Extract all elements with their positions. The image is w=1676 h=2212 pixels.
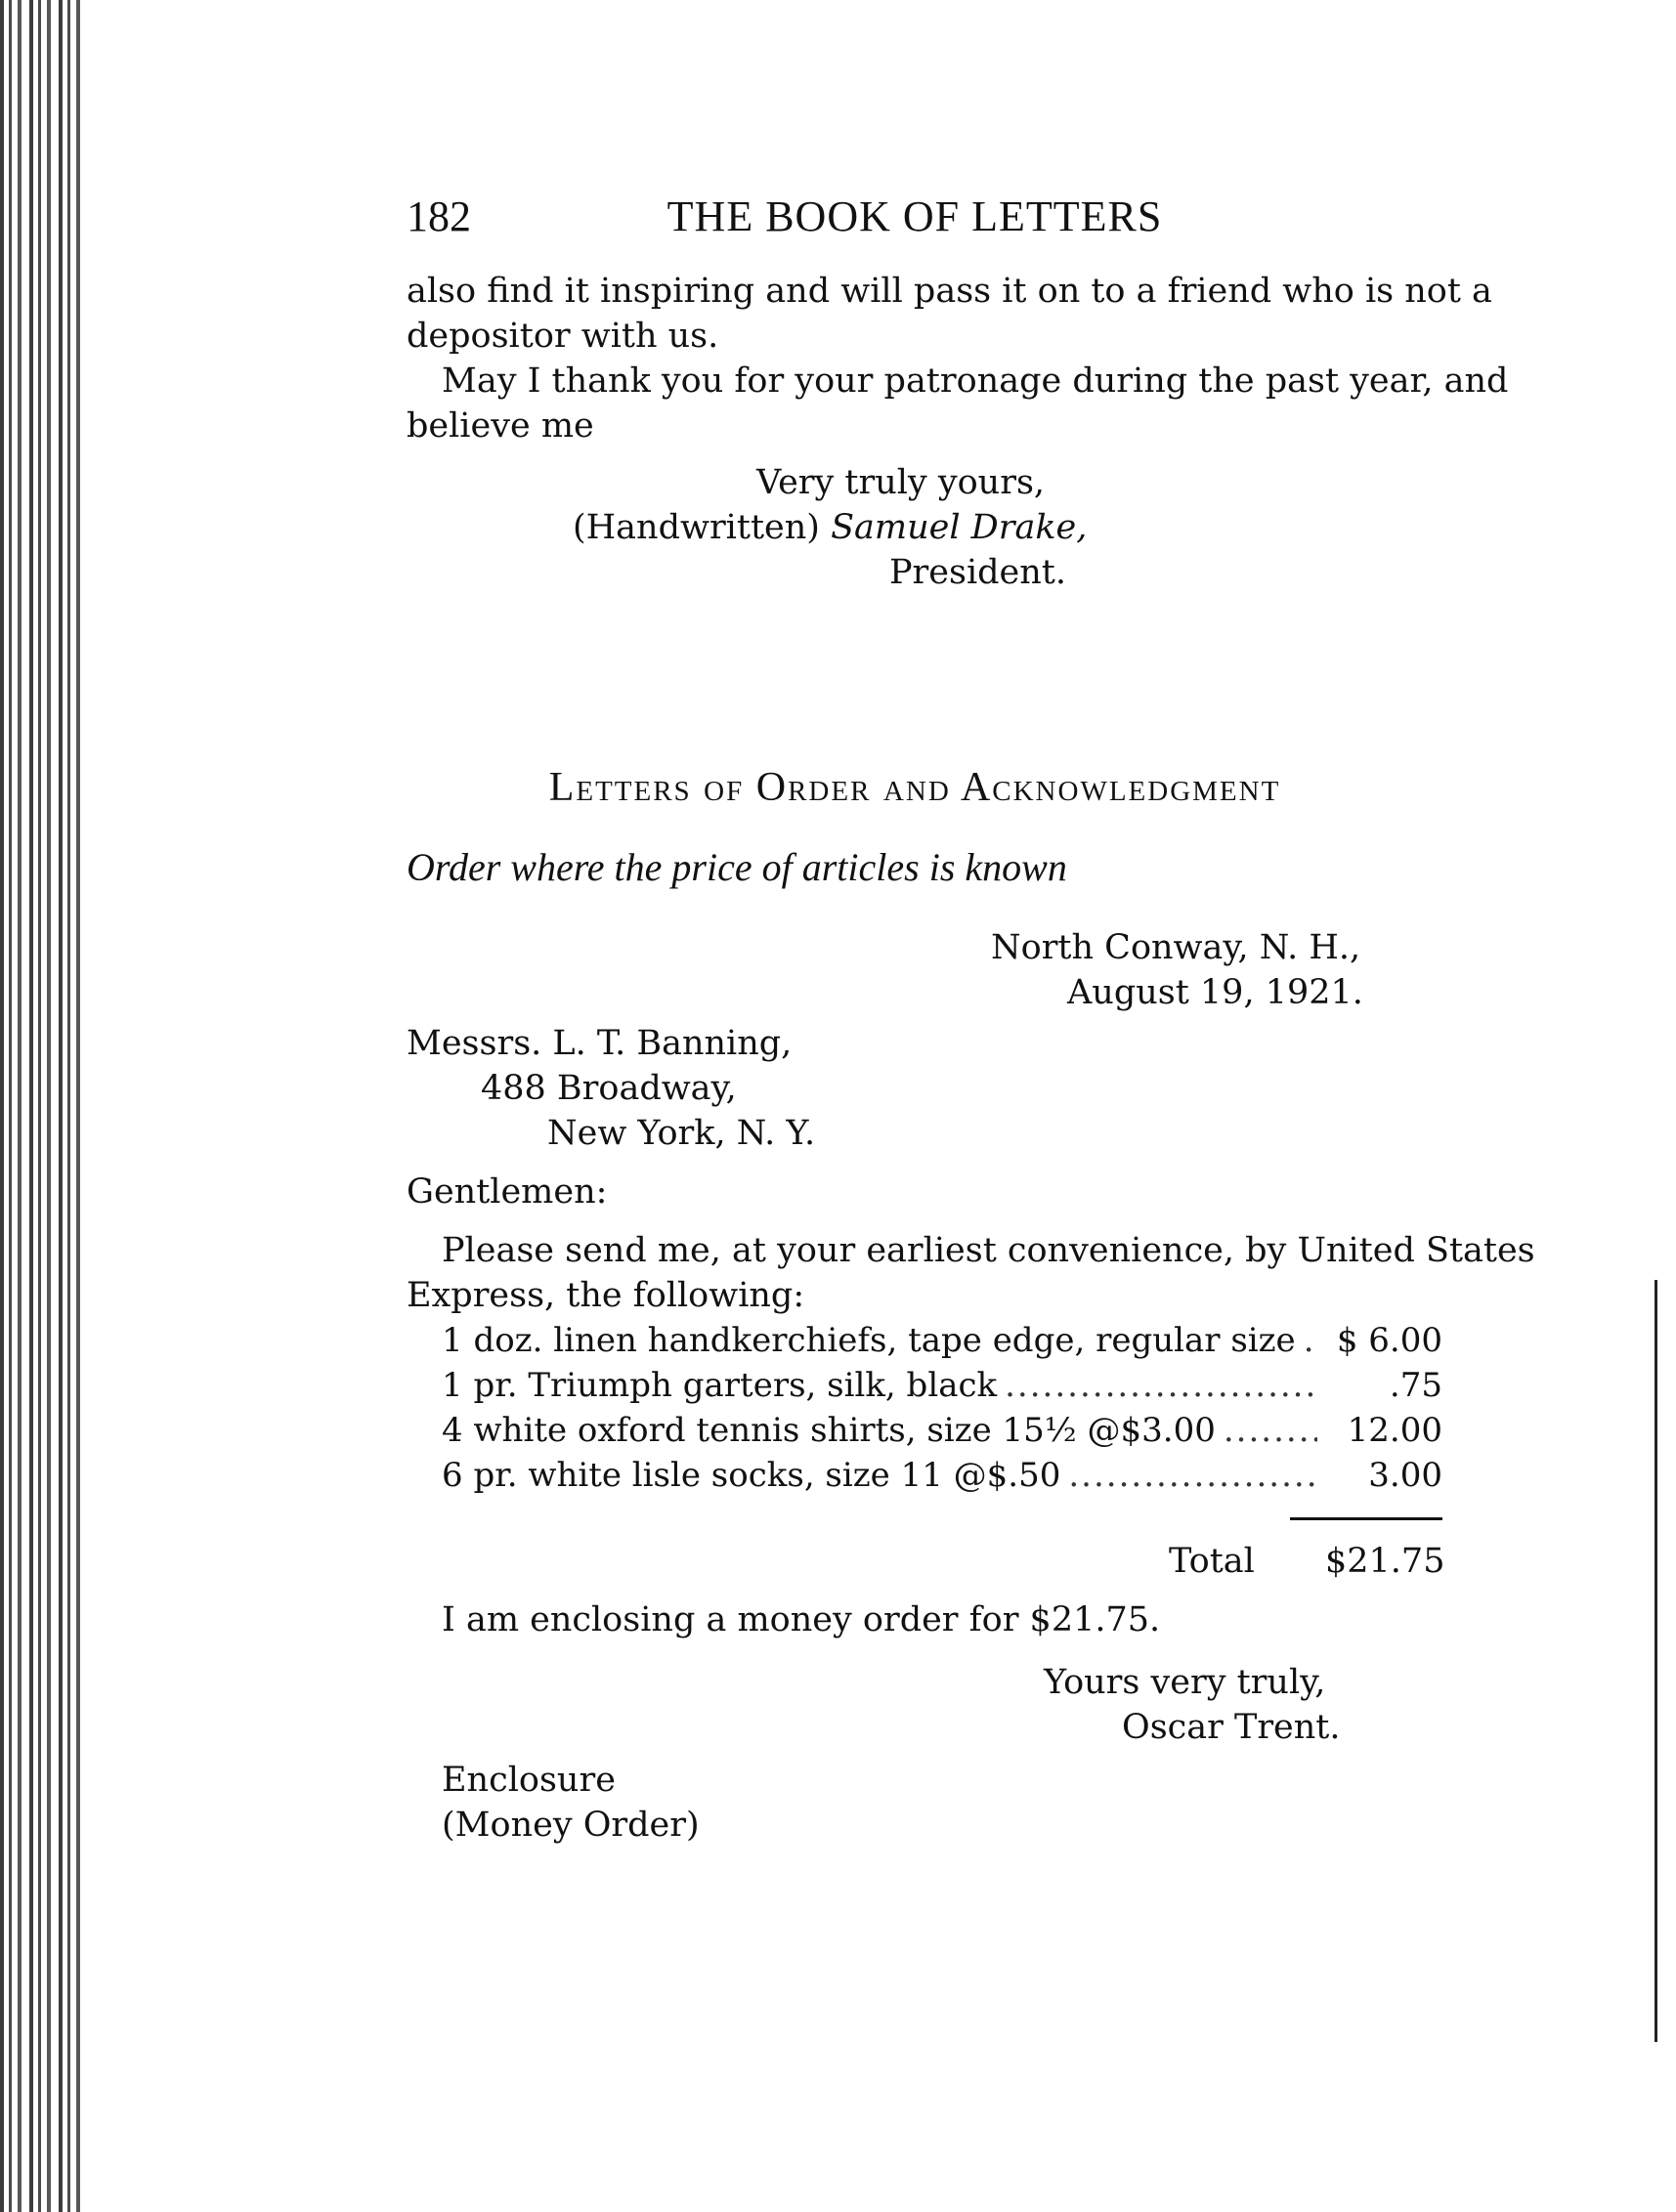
- letter-place: North Conway, N. H.,: [991, 928, 1361, 967]
- item-description: 1 pr. Triumph garters, silk, black: [442, 1366, 998, 1405]
- body-line: believe me: [407, 406, 594, 446]
- intro-line: Please send me, at your earliest convenience, by United States: [442, 1231, 1535, 1270]
- leader-dots: [1224, 1409, 1317, 1452]
- leader-dots: [1068, 1454, 1317, 1497]
- enclosure-label: Enclosure: [442, 1761, 616, 1800]
- item-amount: 12.00: [1347, 1411, 1442, 1450]
- signature-prefix: (Handwritten): [573, 508, 820, 547]
- body-line: May I thank you for your patronage during the past year, and: [442, 362, 1509, 401]
- signature-line: [573, 506, 1087, 549]
- letter-date: August 19, 1921.: [1067, 973, 1363, 1012]
- total-rule: [1290, 1517, 1442, 1520]
- letter-closing: Very truly yours,: [756, 463, 1046, 502]
- order-item-row: [442, 1364, 1442, 1407]
- item-amount: $ 6.00: [1336, 1321, 1442, 1360]
- page-number: 182: [407, 192, 471, 240]
- item-description: 6 pr. white lisle socks, size 11 @$.50: [442, 1456, 1061, 1495]
- order-item-row: [442, 1319, 1442, 1362]
- leader-dots: [1005, 1364, 1317, 1407]
- body-line: also find it inspiring and will pass it on to a friend who is not a: [407, 272, 1492, 311]
- section-subheading: Order where the price of articles is known: [407, 845, 1067, 889]
- salutation: Gentlemen:: [407, 1172, 608, 1212]
- item-amount: .75: [1389, 1366, 1442, 1405]
- letter-signature: Oscar Trent.: [1122, 1708, 1341, 1747]
- section-heading: Letters of Order and Acknowledgment: [548, 765, 1281, 810]
- order-item-row: [442, 1409, 1442, 1452]
- order-item-row: [442, 1454, 1442, 1497]
- recipient-line: Messrs. L. T. Banning,: [407, 1024, 793, 1063]
- leader-dots: [1304, 1319, 1317, 1362]
- total-amount: $21.75: [1325, 1542, 1445, 1581]
- enclosing-note: I am enclosing a money order for $21.75.: [442, 1600, 1161, 1639]
- item-amount: 3.00: [1368, 1456, 1442, 1495]
- running-title: THE BOOK OF LETTERS: [666, 192, 1163, 240]
- recipient-line: 488 Broadway,: [481, 1069, 737, 1108]
- signer-title: President.: [889, 553, 1066, 592]
- item-description: 4 white oxford tennis shirts, size 15½ @$3.00: [442, 1411, 1216, 1450]
- recipient-line: New York, N. Y.: [547, 1114, 816, 1153]
- letter-closing: Yours very truly,: [1044, 1663, 1326, 1702]
- intro-line: Express, the following:: [407, 1276, 805, 1315]
- item-description: 1 doz. linen handkerchiefs, tape edge, regular size: [442, 1321, 1296, 1360]
- signature-name: Samuel Drake,: [831, 508, 1088, 547]
- enclosure-detail: (Money Order): [442, 1806, 700, 1845]
- total-label: Total: [1169, 1542, 1255, 1581]
- body-line: depositor with us.: [407, 317, 719, 356]
